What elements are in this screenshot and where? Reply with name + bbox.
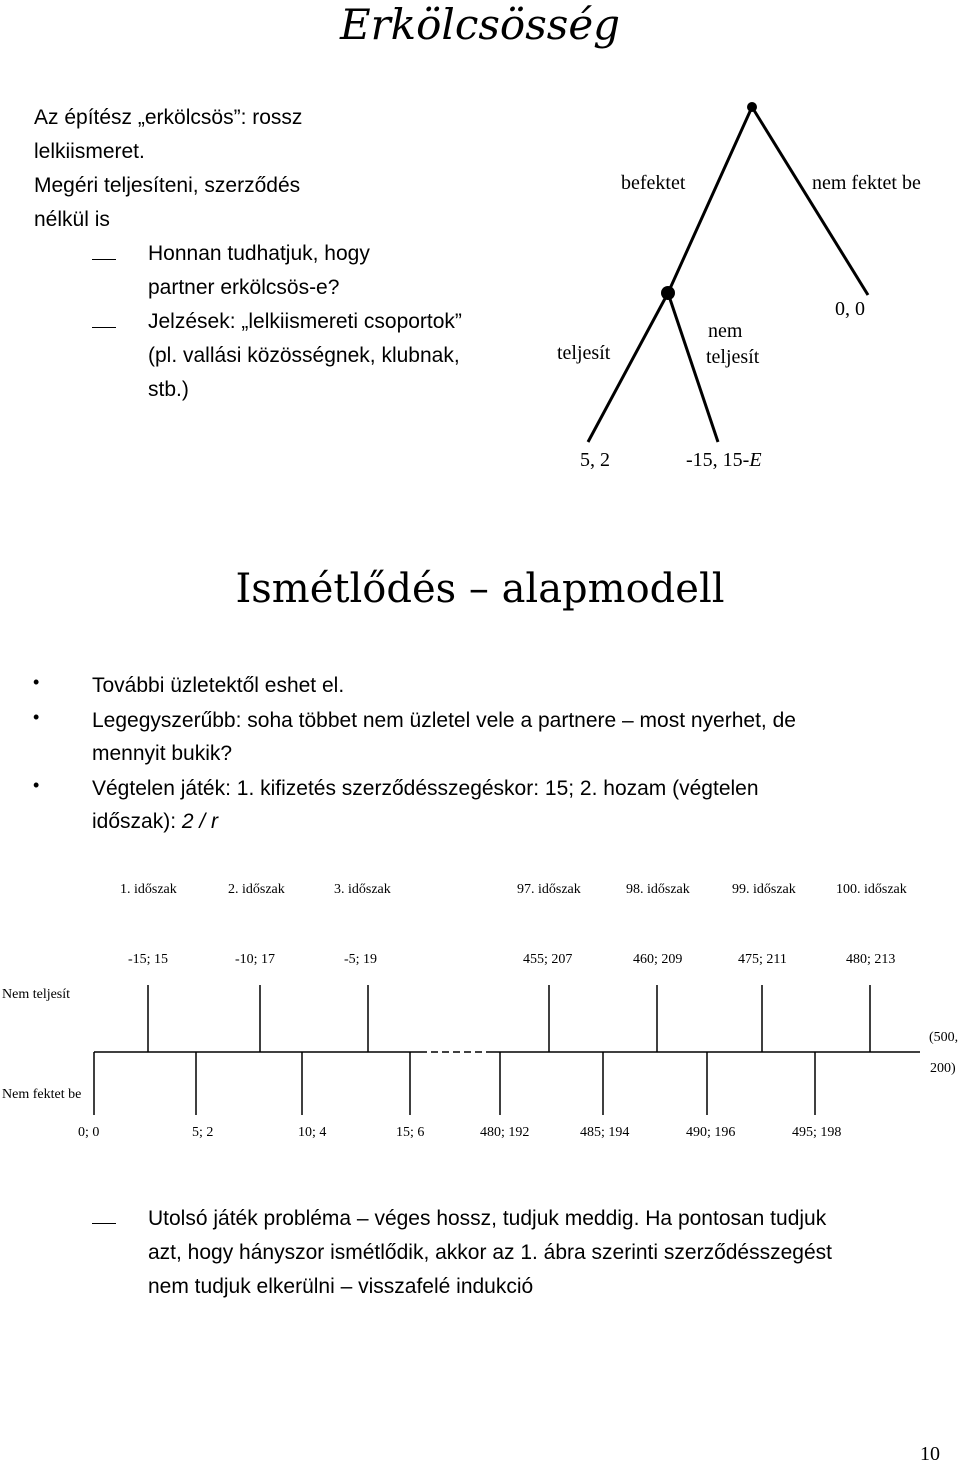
text-line: Jelzések: „lelkiismereti csoportok” bbox=[148, 310, 462, 333]
end-payoff: 200) bbox=[930, 1061, 956, 1076]
text-line: Megéri teljesíteni, szerződés bbox=[34, 174, 301, 197]
tree-label-nem: nem bbox=[708, 320, 743, 342]
lower-payoff: 480; 192 bbox=[480, 1125, 530, 1140]
bullet-icon: • bbox=[33, 707, 40, 727]
page-title: Erkölcsösség bbox=[339, 0, 621, 49]
text-line: Honnan tudhatjuk, hogy bbox=[148, 242, 370, 265]
text-line: stb.) bbox=[148, 378, 189, 401]
row-label-nem-fektet-be: Nem fektet be bbox=[2, 1087, 82, 1102]
text-line: partner erkölcsös-e? bbox=[148, 276, 340, 299]
bullet-text: Legegyszerűbb: soha többet nem üzletel vele a partnere – most nyerhet, de bbox=[92, 709, 796, 732]
bullet-icon: • bbox=[33, 672, 40, 692]
end-payoff: (500, bbox=[929, 1030, 959, 1045]
text-line: Az építész „erkölcsös”: rossz bbox=[34, 106, 303, 129]
tree-payoff-left: 5, 2 bbox=[580, 449, 610, 471]
text-line: nem tudjuk elkerülni – visszafelé indukció bbox=[148, 1275, 534, 1298]
page-number: 10 bbox=[920, 1443, 940, 1465]
tree-label-teljesit-2: teljesít bbox=[706, 346, 760, 368]
text-line: (pl. vallási közösségnek, klubnak, bbox=[148, 344, 460, 367]
period-label: 3. időszak bbox=[334, 882, 391, 897]
period-label: 99. időszak bbox=[732, 882, 796, 897]
upper-payoff: -10; 17 bbox=[235, 952, 276, 967]
lower-payoff: 490; 196 bbox=[686, 1125, 736, 1140]
bullet-icon: • bbox=[33, 775, 40, 795]
bullet-text: További üzletektől eshet el. bbox=[92, 674, 345, 697]
lower-payoff: 0; 0 bbox=[78, 1125, 100, 1140]
period-label: 98. időszak bbox=[626, 882, 690, 897]
period-label: 97. időszak bbox=[517, 882, 581, 897]
bullet-text: időszak): 2 / r bbox=[92, 810, 219, 833]
text-line: nélkül is bbox=[34, 208, 110, 231]
lower-payoff: 15; 6 bbox=[396, 1125, 425, 1140]
lower-payoff: 495; 198 bbox=[792, 1125, 842, 1140]
upper-payoff: 480; 213 bbox=[846, 952, 896, 967]
upper-payoff: 455; 207 bbox=[523, 952, 573, 967]
section-title: Ismétlődés – alapmodell bbox=[235, 566, 725, 612]
tree-label-befektet: befektet bbox=[621, 172, 686, 194]
period-label: 100. időszak bbox=[836, 882, 907, 897]
tree-label-nem-fektet-be: nem fektet be bbox=[812, 172, 921, 194]
bullet-text: mennyit bukik? bbox=[92, 742, 233, 765]
tree-payoff-right: -15, 15-E bbox=[686, 449, 762, 471]
upper-payoff: 460; 209 bbox=[633, 952, 683, 967]
upper-payoff: 475; 211 bbox=[738, 952, 787, 967]
upper-payoff: -15; 15 bbox=[128, 952, 169, 967]
lower-payoff: 5; 2 bbox=[192, 1125, 214, 1140]
lower-payoff: 10; 4 bbox=[298, 1125, 327, 1140]
tree-payoff-top: 0, 0 bbox=[835, 298, 865, 320]
bullet-text: Végtelen játék: 1. kifizetés szerződésszegéskor: 15; 2. hozam (végtelen bbox=[92, 777, 759, 800]
text-line: azt, hogy hányszor ismétlődik, akkor az 1. ábra szerinti szerződésszegést bbox=[148, 1241, 832, 1264]
period-label: 1. időszak bbox=[120, 882, 177, 897]
upper-payoff: -5; 19 bbox=[344, 952, 378, 967]
tree-label-teljesit: teljesít bbox=[557, 342, 611, 364]
text-line: Utolsó játék probléma – véges hossz, tudjuk meddig. Ha pontosan tudjuk bbox=[148, 1207, 827, 1230]
lower-payoff: 485; 194 bbox=[580, 1125, 630, 1140]
dash-bullet bbox=[92, 1223, 116, 1224]
period-label: 2. időszak bbox=[228, 882, 285, 897]
text-line: lelkiismeret. bbox=[34, 140, 145, 163]
row-label-nem-teljesit: Nem teljesít bbox=[2, 987, 71, 1002]
